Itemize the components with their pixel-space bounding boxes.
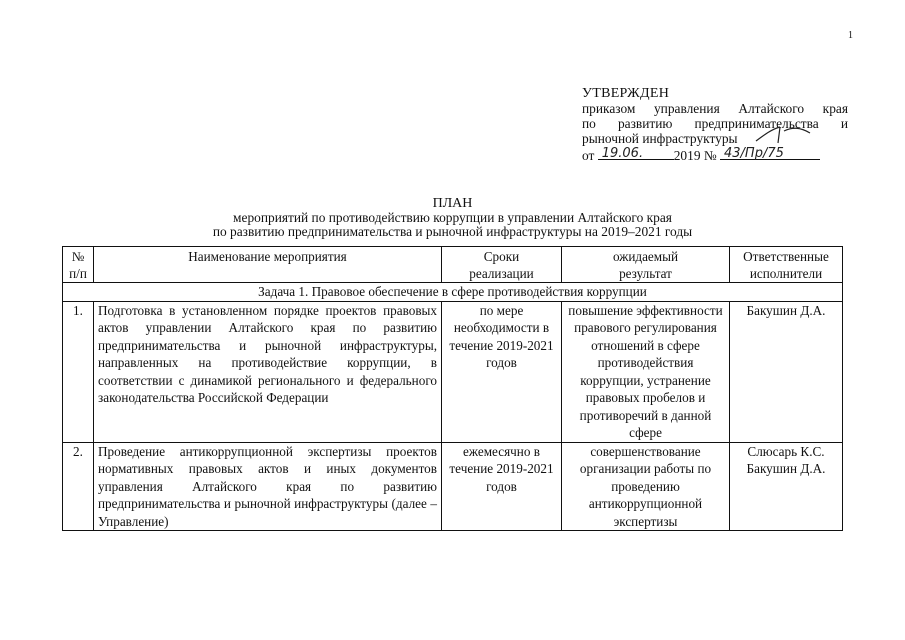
row-responsible: Бакушин Д.А. xyxy=(730,301,843,442)
row-result: повышение эффективности правового регулирования отношений в сфере противодействия коррупции, устранение правовых пробелов и противоречий в данной сфере xyxy=(562,301,730,442)
header-name: Наименование мероприятия xyxy=(94,247,442,283)
approval-line-3-text: рыночной инфраструктуры xyxy=(582,131,738,146)
approval-line-2: по развитию предпринимательства и xyxy=(582,116,848,131)
header-num-line-2: п/п xyxy=(69,266,87,281)
row-result: совершенствование организации работы по проведению антикоррупционной экспертизы xyxy=(562,442,730,531)
plan-title-line-1: мероприятий по противодействию коррупции в управлении Алтайского края xyxy=(233,210,672,225)
header-responsible xyxy=(730,247,843,283)
row-deadline: по мере необходимости в течение 2019-2021 годов xyxy=(442,301,562,442)
header-responsible-line-2: исполнители xyxy=(749,266,823,281)
page-number: 1 xyxy=(848,30,853,41)
year-text: 2019 № xyxy=(673,148,717,163)
date-blank xyxy=(598,146,674,160)
row-num: 2. xyxy=(63,442,94,531)
number-blank xyxy=(720,146,820,160)
row-name: Подготовка в установленном порядке проектов правовых актов управлении Алтайского края по развитию предпринимательства и рыночной инфраструктуры, направленных на противодействие коррупции, в соответствии с динамикой регионального и федерального законодательства Российской Федерации xyxy=(94,301,442,442)
approval-block xyxy=(582,86,848,163)
plan-table xyxy=(62,246,843,531)
table-row xyxy=(63,442,843,531)
row-deadline: ежемесячно в течение 2019-2021 годов xyxy=(442,442,562,531)
plan-title-main: ПЛАН xyxy=(432,196,473,211)
date-handwritten: 19.06. xyxy=(601,146,644,161)
number-handwritten: 43/Пр/75 xyxy=(724,146,784,161)
date-prefix: от xyxy=(582,148,595,163)
plan-title-line-2: по развитию предпринимательства и рыночной инфраструктуры на 2019–2021 годы xyxy=(212,224,693,239)
task-title: Задача 1. Правовое обеспечение в сфере противодействия коррупции xyxy=(63,283,843,302)
approval-date-line xyxy=(582,146,848,163)
header-num-line-1: № xyxy=(71,249,85,264)
approval-line-3 xyxy=(582,131,848,146)
approval-line-1: приказом управления Алтайского края xyxy=(582,101,848,116)
approval-heading: УТВЕРЖДЕН xyxy=(582,86,670,101)
table-header-row xyxy=(63,247,843,283)
table-row xyxy=(63,301,843,442)
row-num: 1. xyxy=(63,301,94,442)
header-responsible-line-1: Ответственные xyxy=(743,249,829,264)
task-row xyxy=(63,283,843,302)
header-num xyxy=(63,247,94,283)
header-deadline-line-1: Сроки xyxy=(483,249,520,264)
header-result-line-2: результат xyxy=(619,266,672,281)
plan-title xyxy=(0,197,905,239)
row-name: Проведение антикоррупционной экспертизы проектов нормативных правовых актов и иных документов управления Алтайского края по развитию предпринимательства и рыночной инфраструктуры (далее – Управление) xyxy=(94,442,442,531)
header-deadline xyxy=(442,247,562,283)
header-deadline-line-2: реализации xyxy=(469,266,534,281)
header-result-line-1: ожидаемый xyxy=(612,249,679,264)
row-responsible: Слюсарь К.С. Бакушин Д.А. xyxy=(730,442,843,531)
header-result xyxy=(562,247,730,283)
signature-mark xyxy=(754,125,814,145)
